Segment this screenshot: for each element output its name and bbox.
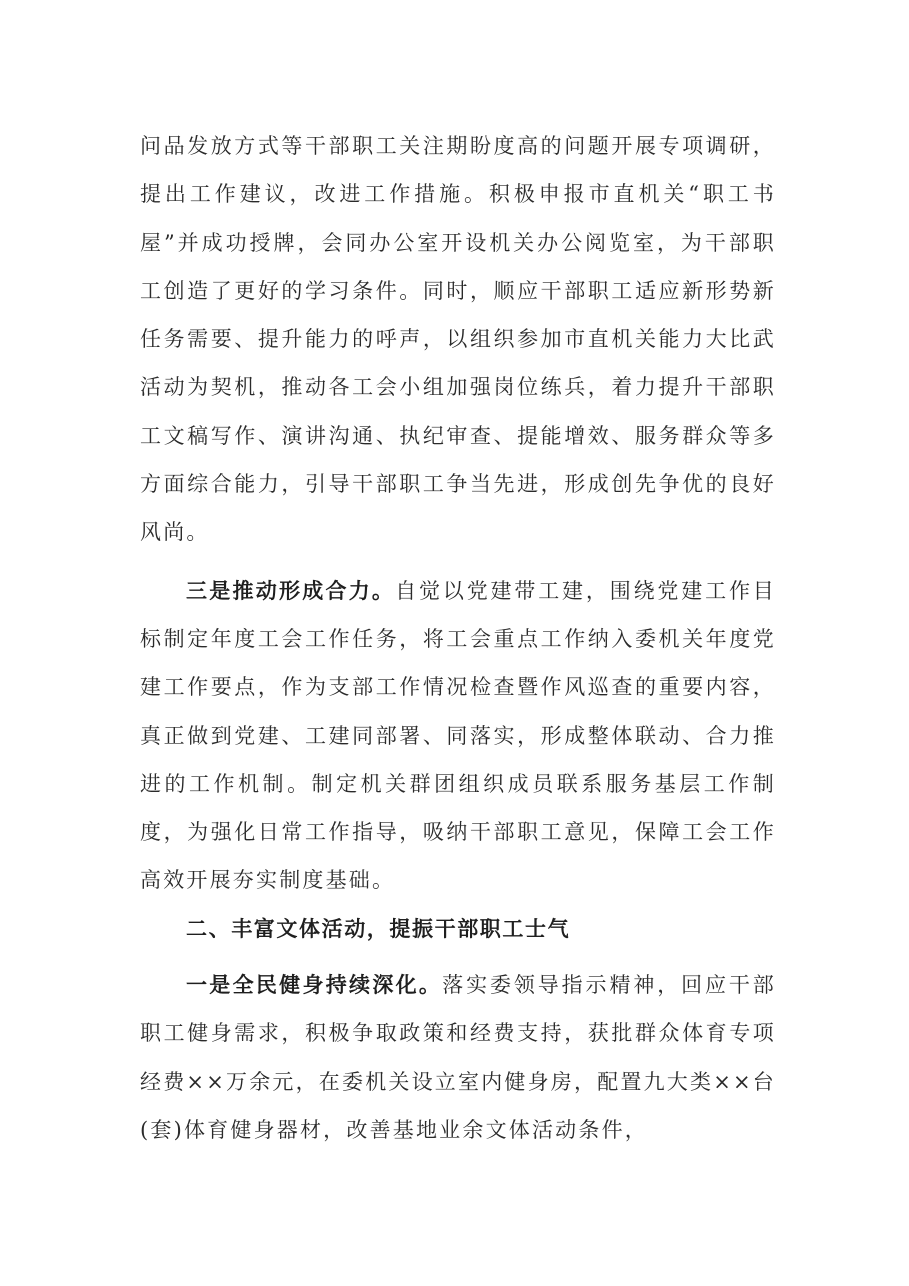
paragraph-joint-force <box>140 567 776 905</box>
paragraph-continuation <box>140 122 776 557</box>
paragraph-fitness <box>140 961 776 1154</box>
paragraph-text: 自觉以党建带工建，围绕党建工作目标制定年度工会工作任务，将工会重点工作纳入委机关年度党建工作要点，作为支部工作情况检查暨作风巡查的重要内容，真正做到党建、工建同部署、同落实，形成整体联动、合力推进的工作机制。制定机关群团组织成员联系服务基层工作制度，为强化日常工作指导，吸纳干部职工意见，保障工会工作高效开展夯实制度基础。 <box>140 578 776 893</box>
paragraph-text: 问品发放方式等干部职工关注期盼度高的问题开展专项调研，提出工作建议，改进工作措施。积极申报市直机关“职工书屋”并成功授牌，会同办公室开设机关办公阅览室，为干部职工创造了更好的学习条件。同时，顺应干部职工适应新形势新任务需要、提升能力的呼声，以组织参加市直机关能力大比武活动为契机，推动各工会小组加强岗位练兵，着力提升干部职工文稿写作、演讲沟通、执纪审查、提能增效、服务群众等多方面综合能力，引导干部职工争当先进，形成创先争优的良好风尚。 <box>140 134 776 545</box>
document-body <box>140 122 776 1154</box>
paragraph-text: 落实委领导指示精神，回应干部职工健身需求，积极争取政策和经费支持，获批群众体育专项经费××万余元，在委机关设立室内健身房，配置九大类××台(套)体育健身器材，改善基地业余文体活动条件， <box>140 973 776 1142</box>
paragraph-lead: 一是全民健身持续深化。 <box>186 973 443 998</box>
paragraph-lead: 三是推动形成合力。 <box>186 578 396 603</box>
section-heading: 二、丰富文体活动，提振干部职工士气 <box>186 916 571 941</box>
